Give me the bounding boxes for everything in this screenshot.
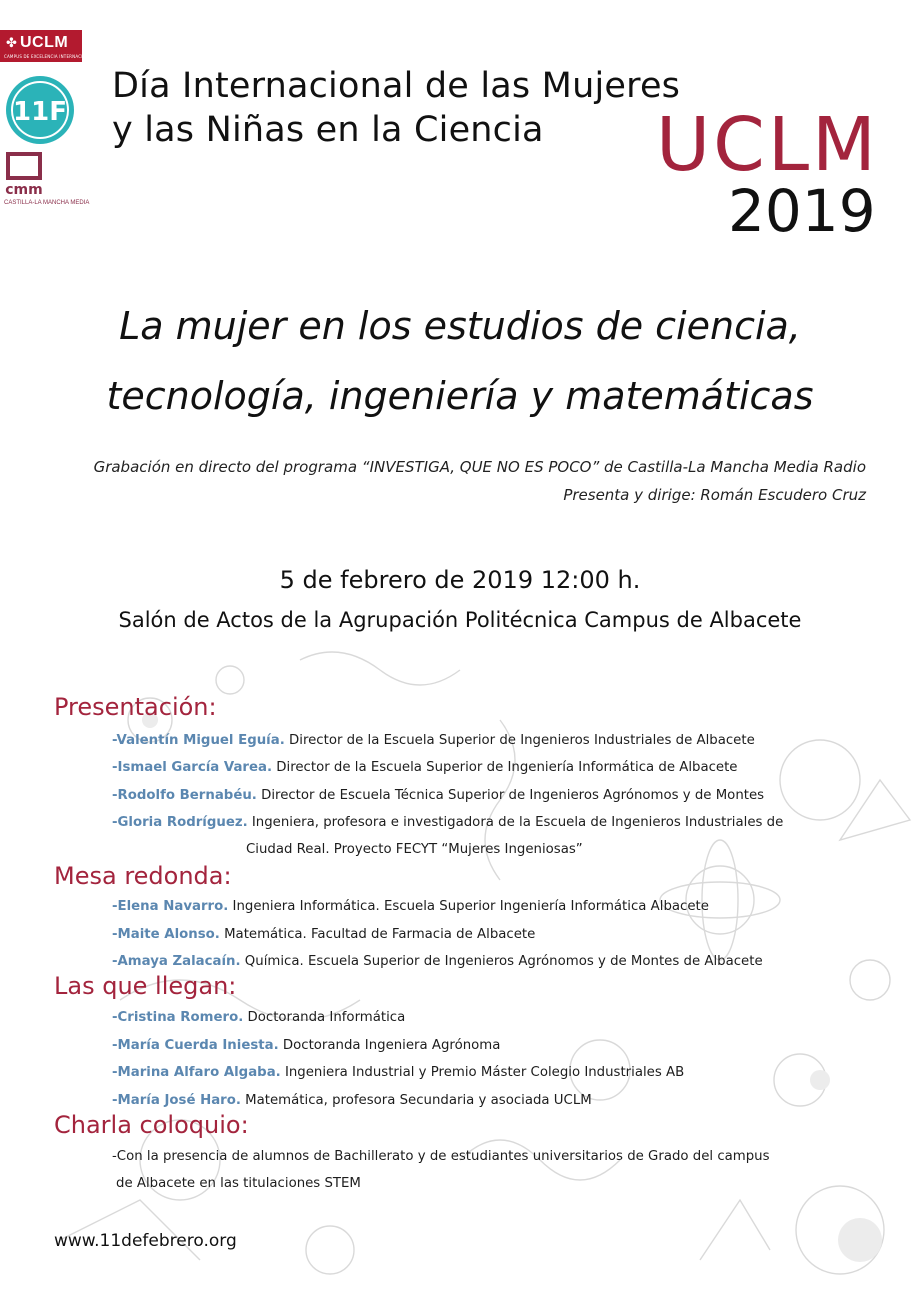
list-item	[112, 928, 535, 941]
speaker-name: -Gloria Rodríguez.	[112, 815, 248, 830]
uclm-logo	[0, 30, 95, 62]
event-date: 5 de febrero de 2019 12:00 h.	[279, 566, 641, 594]
list-item	[112, 1066, 684, 1079]
cmm-logo	[4, 152, 90, 212]
speaker-name: -María Cuerda Iniesta.	[112, 1038, 279, 1053]
list-item	[112, 761, 738, 774]
speaker-desc: Director de la Escuela Superior de Ingenieros Industriales de Albacete	[284, 733, 755, 748]
cmm-logo-text: cmm	[5, 182, 43, 198]
section-mesa-title: Mesa redonda:	[54, 862, 232, 890]
uclm-logo-subtext: CAMPUS DE EXCELENCIA INTERNACIONAL	[4, 54, 95, 59]
section-llegan-title: Las que llegan:	[54, 972, 237, 1000]
11f-logo-text: 11F	[13, 97, 67, 127]
program-recording: Grabación en directo del programa “INVESTIGA, QUE NO ES POCO” de Castilla-La Mancha Media Radio	[93, 458, 866, 476]
speaker-name: -María José Haro.	[112, 1093, 241, 1108]
list-item	[112, 789, 764, 802]
section-charla-title: Charla coloquio:	[54, 1111, 249, 1139]
page-title-line2: y las Niñas en la Ciencia	[112, 110, 544, 150]
speaker-name: -Maite Alonso.	[112, 927, 220, 942]
website-link[interactable]: www.11defebrero.org	[54, 1231, 237, 1251]
speaker-desc: Director de la Escuela Superior de Ingeniería Informática de Albacete	[272, 760, 738, 775]
list-item	[112, 955, 763, 968]
speaker-desc: Doctoranda Ingeniera Agrónoma	[278, 1038, 501, 1053]
page-title-line1: Día Internacional de las Mujeres	[112, 66, 681, 106]
speaker-desc: Matemática. Facultad de Farmacia de Albacete	[219, 927, 536, 942]
speaker-desc: Química. Escuela Superior de Ingenieros Agrónomos y de Montes de Albacete	[240, 954, 763, 969]
subtitle-line2: tecnología, ingeniería y matemáticas	[106, 374, 814, 418]
section-presentacion-title: Presentación:	[54, 693, 217, 721]
speaker-desc: Ingeniera Industrial y Premio Máster Colegio Industriales AB	[280, 1065, 685, 1080]
program-host: Presenta y dirige: Román Escudero Cruz	[563, 486, 866, 504]
speaker-desc: Matemática, profesora Secundaria y asociada UCLM	[240, 1093, 592, 1108]
speaker-name: -Valentín Miguel Eguía.	[112, 733, 285, 748]
list-item	[112, 1094, 592, 1107]
uclm-logo-text: UCLM	[20, 34, 69, 51]
speaker-desc: Doctoranda Informática	[243, 1010, 406, 1025]
list-item	[112, 900, 709, 913]
event-place: Salón de Actos de la Agrupación Politécnica Campus de Albacete	[118, 608, 802, 632]
speaker-desc: Director de Escuela Técnica Superior de Ingenieros Agrónomos y de Montes	[256, 788, 765, 803]
speaker-desc-continuation: Ciudad Real. Proyecto FECYT “Mujeres Ingeniosas”	[246, 842, 583, 857]
speaker-name: -Cristina Romero.	[112, 1010, 244, 1025]
speaker-name: -Ismael García Varea.	[112, 760, 273, 775]
list-item	[112, 816, 783, 829]
brand-uclm: UCLM	[656, 102, 879, 188]
subtitle-line1: La mujer en los estudios de ciencia,	[119, 304, 801, 348]
charla-text-line1: -Con la presencia de alumnos de Bachillerato y de estudiantes universitarios de Grado del campus	[112, 1149, 770, 1164]
speaker-name: -Elena Navarro.	[112, 899, 229, 914]
list-item	[112, 1011, 405, 1024]
speaker-desc: Ingeniera, profesora e investigadora de la Escuela de Ingenieros Industriales de	[247, 815, 784, 830]
cmm-frame-icon	[4, 152, 44, 198]
cmm-logo-subtext: CASTILLA-LA MANCHA MEDIA	[4, 200, 90, 206]
speaker-desc: Ingeniera Informática. Escuela Superior Ingeniería Informática Albacete	[228, 899, 709, 914]
list-item	[112, 734, 755, 747]
list-item	[112, 1039, 500, 1052]
charla-text-line2: de Albacete en las titulaciones STEM	[116, 1176, 361, 1191]
event-year: 2019	[728, 177, 876, 245]
speaker-name: -Marina Alfaro Algaba.	[112, 1065, 281, 1080]
uclm-mark-icon: ✤	[6, 36, 17, 51]
speaker-name: -Rodolfo Bernabéu.	[112, 788, 257, 803]
11f-logo	[4, 74, 76, 146]
speaker-name: -Amaya Zalacaín.	[112, 954, 241, 969]
